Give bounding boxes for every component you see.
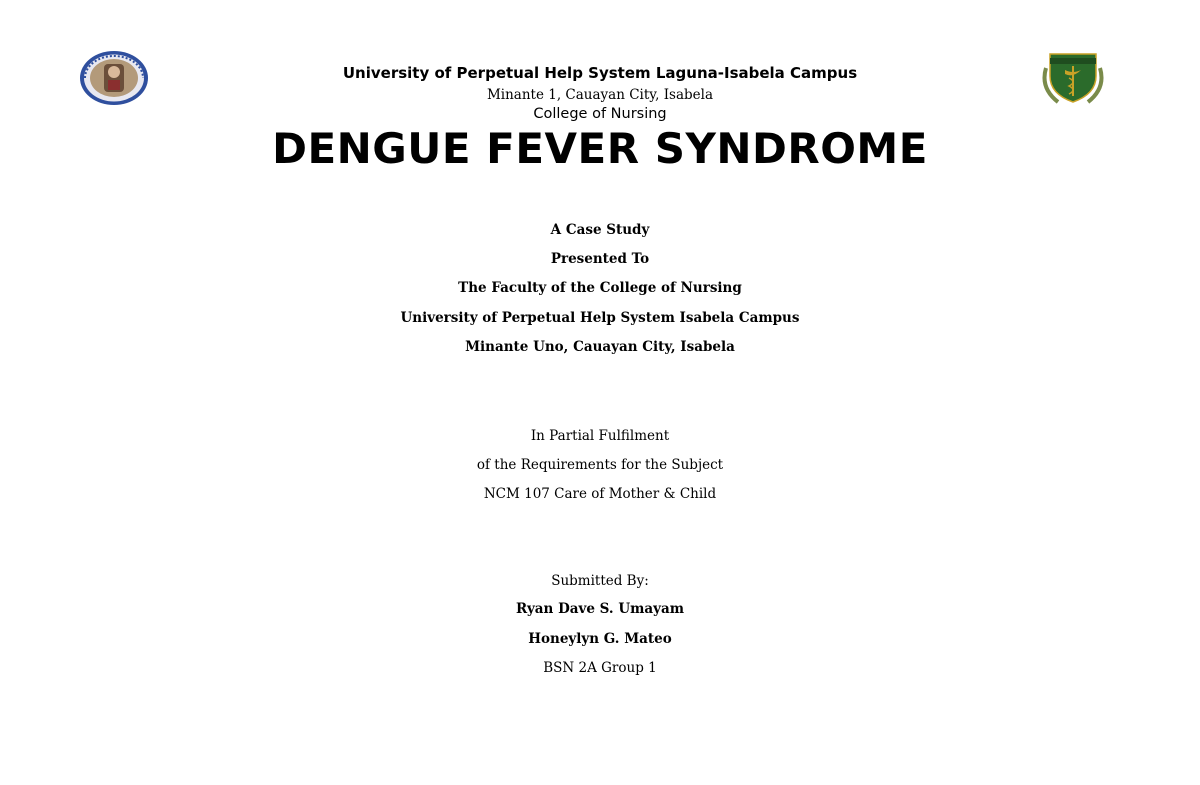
author-name: Ryan Dave S. Umayam	[515, 601, 685, 617]
university-line: University of Perpetual Help System Isabela Campus	[400, 310, 800, 326]
presented-to-label: Presented To	[550, 251, 650, 267]
case-study-label: A Case Study	[550, 222, 650, 238]
faculty-line: The Faculty of the College of Nursing	[458, 280, 742, 296]
subject-line: NCM 107 Care of Mother & Child	[483, 486, 717, 502]
fulfilment-line-2: of the Requirements for the Subject	[476, 457, 724, 473]
group-line: BSN 2A Group 1	[543, 660, 657, 676]
campus-address: Minante 1, Cauayan City, Isabela	[486, 87, 714, 103]
fulfilment-line-1: In Partial Fulfilment	[530, 428, 670, 444]
college-name: College of Nursing	[533, 106, 667, 122]
location-line: Minante Uno, Cauayan City, Isabela	[465, 339, 735, 355]
document-title: DENGUE FEVER SYNDROME	[272, 124, 928, 173]
author-name: Honeylyn G. Mateo	[528, 631, 672, 647]
university-name: University of Perpetual Help System Laguna-Isabela Campus	[342, 64, 858, 82]
submitted-by-label: Submitted By:	[551, 573, 649, 589]
